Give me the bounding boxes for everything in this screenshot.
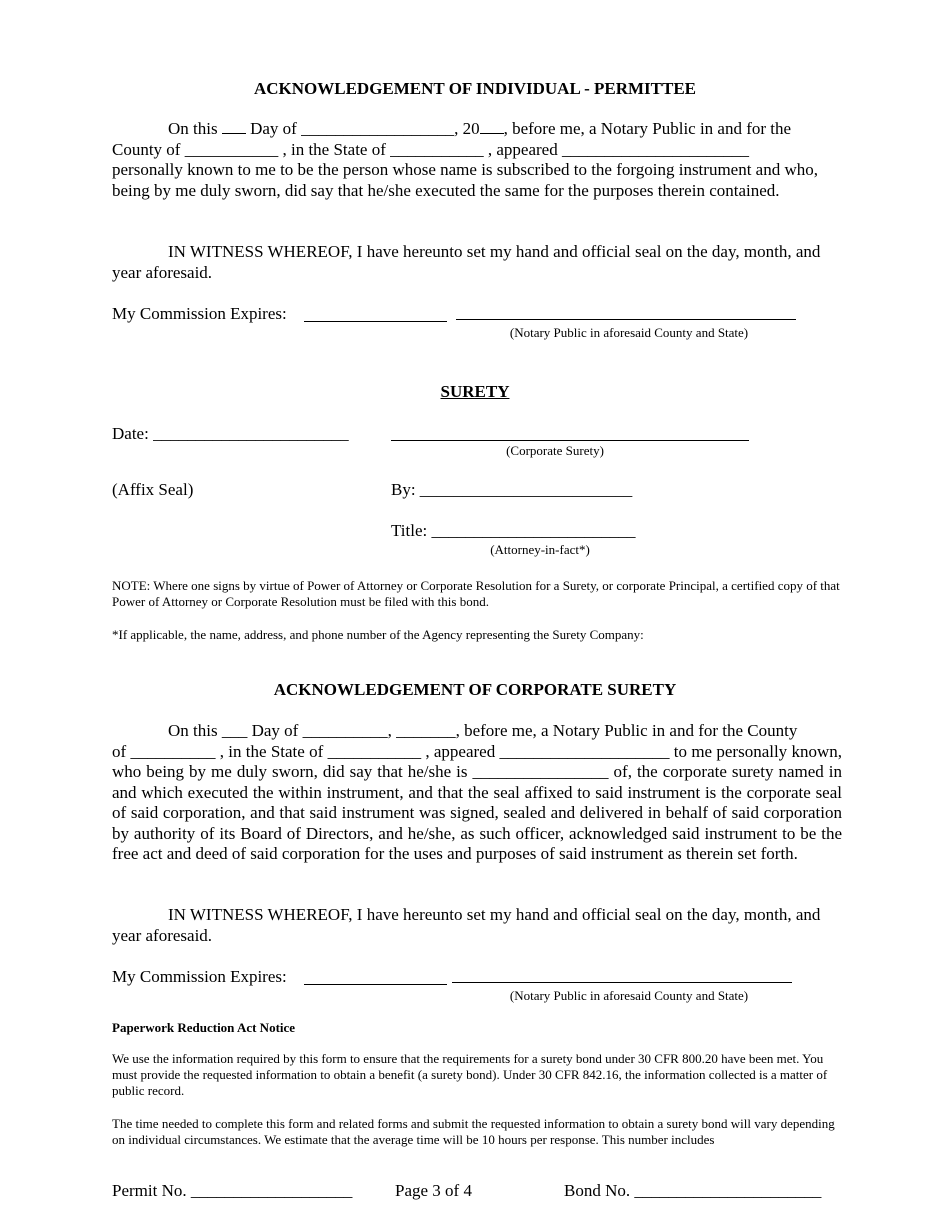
corporate-surety-signature-line[interactable] (391, 440, 749, 441)
ack-individual-witness-text: IN WITNESS WHEREOF, I have hereunto set my hand and official seal on the day, month, and year aforesaid. (112, 242, 821, 282)
bond-number-field[interactable]: Bond No. ______________________ (564, 1181, 822, 1200)
ack-individual-p1-b: Day of __________________, 20 (250, 119, 480, 138)
surety-title-field[interactable]: Title: ________________________ (391, 521, 636, 540)
ack-individual-commission-label: My Commission Expires: (112, 304, 287, 323)
ack-corporate-witness-text: IN WITNESS WHEREOF, I have hereunto set my hand and official seal on the day, month, and year aforesaid. (112, 905, 821, 945)
surety-agency-note: *If applicable, the name, address, and phone number of the Agency representing the Surety Company: (112, 627, 644, 642)
ack-corporate-notary-signature-line[interactable] (452, 982, 792, 983)
paperwork-paragraph-1: We use the information required by this form to ensure that the requirements for a surety bond under 30 CFR 800.20 have been met. You must provide the requested information to obtain a benefit (a surety bond). Under 30 CFR 842.16, the information collected is a matter of public record. (112, 1051, 828, 1098)
ack-corporate-title: ACKNOWLEDGEMENT OF CORPORATE SURETY (273, 680, 677, 699)
ack-individual-title: ACKNOWLEDGEMENT OF INDIVIDUAL - PERMITTEE (253, 79, 697, 98)
attorney-in-fact-caption: (Attorney-in-fact*) (490, 542, 590, 557)
surety-title: SURETY (440, 382, 510, 401)
permit-number-field[interactable]: Permit No. ___________________ (112, 1181, 353, 1200)
ack-individual-notary-caption: (Notary Public in aforesaid County and State) (509, 325, 749, 340)
ack-individual-p1-c: , before me, a Notary Public in and for the (503, 119, 792, 138)
paperwork-title: Paperwork Reduction Act Notice (112, 1020, 296, 1035)
ack-corporate-commission-blank[interactable] (304, 984, 447, 985)
affix-seal-label: (Affix Seal) (112, 480, 194, 499)
ack-corporate-commission-label: My Commission Expires: (112, 967, 287, 986)
ack-individual-commission-blank[interactable] (304, 321, 447, 322)
ack-individual-p1-e: personally known to me to be the person whose name is subscribed to the forgoing instrument and who, being by me duly sworn, did say that he/she executed the same for the purposes therein contained. (112, 160, 819, 200)
year-blank[interactable] (480, 119, 504, 134)
ack-individual-notary-signature-line[interactable] (456, 319, 796, 320)
ack-corporate-p1-rest: of __________ , in the State of ___________ , appeared ____________________ to me personally known, who being by me duly sworn, did say that he/she is ________________ of, the corporate surety named in and which executed the within instrument, and that the seal affixed to said instrument is the corporate seal of said corporation, and that said instrument was signed, sealed and delivered in behalf of said corporation by authority of its Board of Directors, and he/she, as such officer, acknowledged said instrument to be the free act and deed of said corporation for the uses and purposes of said instrument as therein set forth. (112, 741, 842, 863)
page-number: Page 3 of 4 (395, 1181, 472, 1200)
surety-by-field[interactable]: By: _________________________ (391, 480, 633, 499)
ack-corporate-paragraph (112, 721, 842, 865)
paperwork-paragraph-2: The time needed to complete this form and related forms and submit the requested information to obtain a surety bond will vary depending on individual circumstances. We estimate that the average time will be 10 hours per response. This number includes (112, 1116, 835, 1147)
ack-corporate-p1-first: On this ___ Day of __________, _______, before me, a Notary Public in and for the County (168, 721, 798, 740)
ack-individual-p1-d: County of ___________ , in the State of ___________ , appeared ______________________ (112, 139, 749, 159)
ack-individual-witness (112, 242, 842, 283)
corporate-surety-caption: (Corporate Surety) (506, 443, 604, 458)
ack-corporate-witness (112, 905, 842, 946)
surety-date-field[interactable]: Date: _______________________ (112, 424, 349, 443)
surety-note: NOTE: Where one signs by virtue of Power of Attorney or Corporate Resolution for a Surety, or corporate Principal, a certified copy of that Power of Attorney or Corporate Resolution must be filed with this bond. (112, 578, 840, 609)
ack-corporate-notary-caption: (Notary Public in aforesaid County and State) (509, 988, 749, 1003)
day-blank[interactable] (222, 119, 246, 134)
ack-individual-paragraph (112, 119, 842, 201)
ack-individual-p1-a: On this (168, 119, 218, 138)
